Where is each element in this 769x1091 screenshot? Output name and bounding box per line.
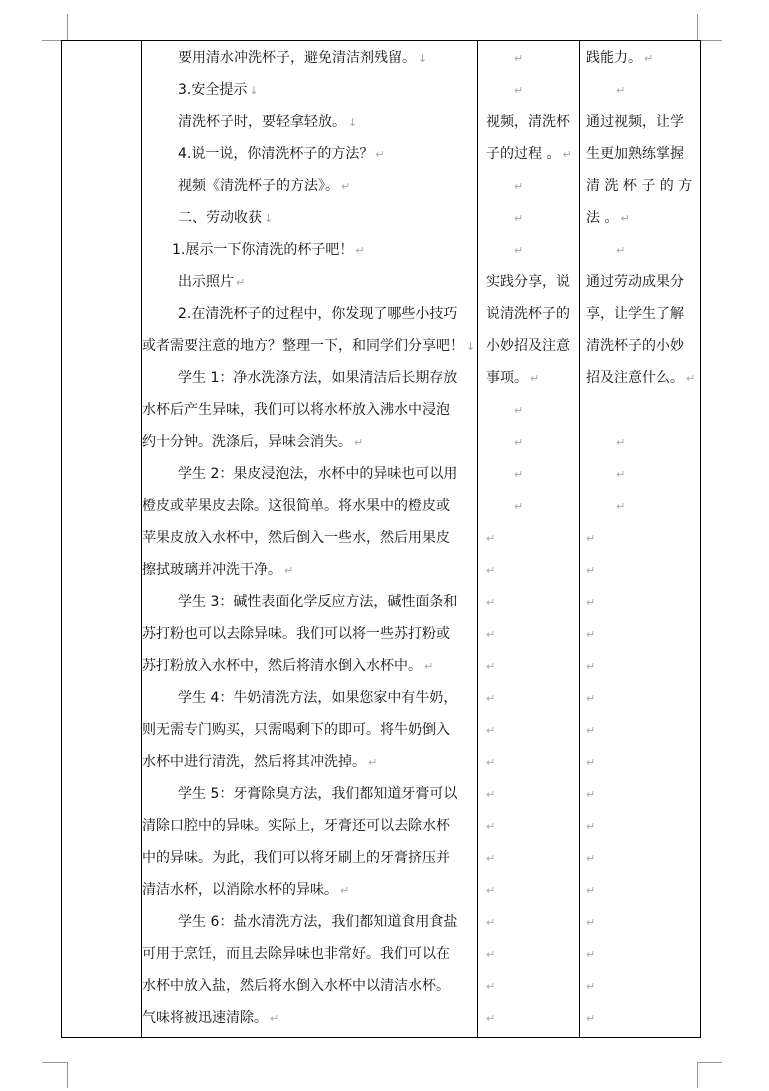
paragraph-text: 小妙招及注意 [486, 338, 570, 354]
content-line [142, 747, 377, 778]
paragraph-mark: ↵ [514, 468, 524, 481]
paragraph-text: 苏打粉也可以去除异味。我们可以将一些苏打粉或 [142, 626, 450, 642]
paragraph-mark: ↵ [586, 980, 596, 993]
paragraph-mark: ↵ [486, 756, 496, 769]
paragraph-mark: ↵ [486, 660, 496, 673]
content-line [142, 939, 450, 970]
content-line [142, 715, 450, 746]
content-line [178, 683, 457, 714]
paragraph-mark: ↵ [486, 564, 496, 577]
content-line [142, 395, 450, 426]
content-line [142, 811, 450, 842]
paragraph-mark: ↵ [270, 1012, 280, 1025]
intent-line [616, 75, 625, 106]
paragraph-mark: ↵ [586, 884, 596, 897]
paragraph-mark: ↵ [486, 948, 496, 961]
paragraph-mark: ↵ [620, 212, 630, 225]
paragraph-mark: ↵ [284, 564, 294, 577]
intent-line [586, 587, 595, 618]
paragraph-text: 学生 3：碱性表面化学反应方法，碱性面条和 [178, 594, 458, 610]
paragraph-mark: ↵ [486, 788, 496, 801]
activity-line [486, 651, 495, 682]
paragraph-mark: ↵ [514, 84, 524, 97]
paragraph-text: 通过劳动成果分 [586, 274, 684, 290]
paragraph-mark: ↵ [686, 372, 696, 385]
paragraph-text: 可用于烹饪，而且去除异味也非常好。我们可以在 [142, 946, 450, 962]
paragraph-text: 视频，清洗杯 [486, 114, 570, 130]
student-activity-column [478, 41, 579, 1037]
paragraph-text: 2.在清洗杯子的过程中，你发现了哪些小技巧 [178, 306, 458, 322]
content-line [142, 1003, 279, 1034]
crop-mark-bottom-left-vertical [67, 1062, 68, 1088]
intent-line [616, 427, 625, 458]
crop-mark-top-left-vertical [67, 14, 68, 40]
intent-line [586, 971, 595, 1002]
paragraph-mark: ↵ [644, 52, 654, 65]
activity-line [486, 619, 495, 650]
paragraph-mark: ↓ [249, 84, 259, 97]
intent-line [586, 555, 595, 586]
design-intent-column [580, 41, 700, 1037]
crop-mark-bottom-left-horizontal [42, 1062, 67, 1063]
paragraph-text: 享，让学生了解 [586, 306, 684, 322]
paragraph-text: 出示照片 [178, 274, 234, 290]
paragraph-text: 清洗杯子时，要轻拿轻放。 [178, 114, 346, 130]
paragraph-mark: ↵ [586, 916, 596, 929]
activity-line [486, 907, 495, 938]
content-line [178, 267, 245, 298]
paragraph-mark: ↵ [616, 244, 626, 257]
paragraph-mark: ↵ [562, 148, 572, 161]
activity-line [486, 843, 495, 874]
paragraph-text: 清 洗 杯 子 的 方 [586, 178, 693, 194]
paragraph-mark: ↵ [586, 852, 596, 865]
teaching-content-column [142, 41, 477, 1037]
paragraph-mark: ↵ [586, 788, 596, 801]
activity-line [514, 171, 523, 202]
paragraph-mark: ↵ [486, 692, 496, 705]
paragraph-text: 学生 2：果皮浸泡法，水杯中的异味也可以用 [178, 466, 458, 482]
activity-line [486, 971, 495, 1002]
intent-line [586, 683, 595, 714]
intent-line [586, 523, 595, 554]
activity-line [486, 587, 495, 618]
intent-line [586, 107, 684, 138]
intent-line [616, 491, 625, 522]
paragraph-text: 清洁水杯，以消除水杯的异味。 [142, 882, 338, 898]
intent-line [586, 747, 595, 778]
content-line [178, 43, 427, 74]
intent-line [586, 203, 630, 234]
content-line [178, 907, 457, 938]
content-line [178, 459, 457, 490]
paragraph-text: 事项。 [486, 370, 528, 386]
paragraph-mark: ↵ [586, 532, 596, 545]
stage-column [62, 41, 141, 1037]
paragraph-text: 学生 6：盐水清洗方法，我们都知道食用食盐 [178, 914, 458, 930]
intent-line [586, 939, 595, 970]
paragraph-mark: ↵ [355, 244, 365, 257]
activity-line [514, 427, 523, 458]
paragraph-text: 二、劳动收获 [178, 210, 262, 226]
paragraph-text: 学生 5：牙膏除臭方法，我们都知道牙膏可以 [178, 786, 458, 802]
paragraph-text: 子的过程 。 [486, 146, 561, 162]
paragraph-text: 或者需要注意的地方？整理一下，和同学们分享吧！ [142, 338, 464, 354]
paragraph-mark: ↵ [486, 820, 496, 833]
paragraph-text: 水杯后产生异味，我们可以将水杯放入沸水中浸泡 [142, 402, 450, 418]
paragraph-text: 水杯中放入盐，然后将水倒入水杯中以清洁水杯。 [142, 978, 450, 994]
activity-line [514, 395, 523, 426]
paragraph-text: 则无需专门购买，只需喝剩下的即可。将牛奶倒入 [142, 722, 450, 738]
intent-line [586, 651, 595, 682]
paragraph-text: 招及注意什么。 [586, 370, 684, 386]
paragraph-text: 要用清水冲洗杯子，避免清洁剂残留。 [178, 50, 416, 66]
intent-line [586, 875, 595, 906]
activity-line [486, 939, 495, 970]
paragraph-text: 说清洗杯子的 [486, 306, 570, 322]
content-line [142, 971, 450, 1002]
paragraph-mark: ↵ [514, 212, 524, 225]
paragraph-mark: ↵ [586, 820, 596, 833]
paragraph-text: 清除口腔中的异味。实际上，牙膏还可以去除水杯 [142, 818, 450, 834]
paragraph-mark: ↵ [514, 500, 524, 513]
activity-line [514, 75, 523, 106]
paragraph-mark: ↓ [348, 116, 358, 129]
intent-line [586, 171, 692, 202]
activity-line [486, 1003, 495, 1034]
activity-line [486, 779, 495, 810]
content-line [142, 331, 475, 362]
paragraph-text: 实践分享，说 [486, 274, 570, 290]
paragraph-text: 学生 4：牛奶清洗方法，如果您家中有牛奶， [178, 690, 458, 706]
paragraph-text: 气味将被迅速清除。 [142, 1010, 268, 1026]
paragraph-mark: ↵ [486, 916, 496, 929]
paragraph-mark: ↵ [486, 1012, 496, 1025]
paragraph-mark: ↵ [486, 980, 496, 993]
activity-line [486, 555, 495, 586]
lesson-plan-table [61, 40, 701, 1038]
paragraph-mark: ↵ [514, 436, 524, 449]
paragraph-mark: ↵ [586, 692, 596, 705]
paragraph-mark: ↵ [514, 404, 524, 417]
intent-line [586, 139, 684, 170]
paragraph-text: 4.说一说，你清洗杯子的方法？ [178, 146, 374, 162]
activity-line [486, 267, 570, 298]
paragraph-mark: ↵ [586, 564, 596, 577]
paragraph-mark: ↵ [375, 148, 385, 161]
paragraph-mark: ↵ [586, 724, 596, 737]
paragraph-mark: ↵ [368, 756, 378, 769]
content-line [178, 363, 457, 394]
paragraph-mark: ↵ [354, 436, 364, 449]
activity-line [514, 459, 523, 490]
activity-line [486, 715, 495, 746]
activity-line [486, 299, 570, 330]
paragraph-text: 清洗杯子的小妙 [586, 338, 684, 354]
content-line [142, 875, 349, 906]
paragraph-text: 约十分钟。洗涤后，异味会消失。 [142, 434, 352, 450]
paragraph-mark: ↵ [486, 724, 496, 737]
activity-line [486, 331, 570, 362]
content-line [178, 779, 457, 810]
paragraph-mark: ↵ [486, 596, 496, 609]
paragraph-mark: ↵ [236, 276, 246, 289]
paragraph-mark: ↵ [424, 660, 434, 673]
paragraph-mark: ↓ [466, 340, 476, 353]
paragraph-mark: ↵ [616, 84, 626, 97]
activity-line [514, 235, 523, 266]
intent-line [586, 331, 684, 362]
activity-line [514, 203, 523, 234]
paragraph-text: 视频《清洗杯子的方法》。 [178, 178, 339, 194]
content-line [142, 843, 450, 874]
paragraph-mark: ↵ [586, 660, 596, 673]
content-line [178, 107, 357, 138]
paragraph-mark: ↓ [418, 52, 428, 65]
paragraph-mark: ↵ [514, 52, 524, 65]
paragraph-mark: ↵ [586, 628, 596, 641]
paragraph-text: 1.展示一下你清洗的杯子吧！ [172, 242, 354, 258]
paragraph-text: 中的异味。为此，我们可以将牙刷上的牙膏挤压并 [142, 850, 450, 866]
paragraph-text: 学生 1：净水洗涤方法，如果清洁后长期存放 [178, 370, 458, 386]
paragraph-mark: ↵ [586, 1012, 596, 1025]
content-line [178, 75, 259, 106]
paragraph-mark: ↵ [514, 180, 524, 193]
paragraph-text: 苏打粉放入水杯中，然后将清水倒入水杯中。 [142, 658, 422, 674]
intent-line [616, 459, 625, 490]
crop-mark-bottom-right-horizontal [697, 1062, 722, 1063]
content-line [142, 427, 363, 458]
crop-mark-top-right-vertical [697, 14, 698, 40]
activity-line [486, 139, 572, 170]
activity-line [486, 107, 570, 138]
content-line [178, 139, 385, 170]
crop-mark-bottom-right-vertical [697, 1062, 698, 1088]
paragraph-mark: ↵ [486, 852, 496, 865]
intent-line [586, 843, 595, 874]
activity-line [486, 747, 495, 778]
intent-line [586, 1003, 595, 1034]
paragraph-mark: ↵ [616, 468, 626, 481]
content-line [172, 235, 365, 266]
activity-line [486, 523, 495, 554]
paragraph-text: 3.安全提示 [178, 82, 248, 98]
activity-line [486, 683, 495, 714]
content-line [142, 491, 450, 522]
activity-line [486, 363, 539, 394]
paragraph-mark: ↵ [586, 596, 596, 609]
paragraph-text: 生更加熟练掌握 [586, 146, 684, 162]
content-line [178, 587, 457, 618]
content-line [178, 299, 457, 330]
intent-line [586, 907, 595, 938]
paragraph-mark: ↵ [486, 532, 496, 545]
intent-line [586, 715, 595, 746]
paragraph-text: 擦拭玻璃并冲洗干净。 [142, 562, 282, 578]
intent-line [586, 267, 684, 298]
content-line [142, 523, 450, 554]
content-line [142, 619, 450, 650]
paragraph-mark: ↵ [340, 884, 350, 897]
paragraph-text: 橙皮或苹果皮去除。这很简单。将水果中的橙皮或 [142, 498, 450, 514]
activity-line [514, 43, 523, 74]
intent-line [586, 619, 595, 650]
paragraph-text: 通过视频，让学 [586, 114, 684, 130]
intent-line [616, 235, 625, 266]
content-line [142, 651, 433, 682]
intent-line [586, 43, 653, 74]
paragraph-mark: ↵ [514, 244, 524, 257]
content-line [142, 555, 293, 586]
paragraph-mark: ↵ [530, 372, 540, 385]
paragraph-text: 水杯中进行清洗，然后将其冲洗掉。 [142, 754, 366, 770]
content-line [178, 203, 273, 234]
activity-line [486, 811, 495, 842]
paragraph-mark: ↵ [341, 180, 351, 193]
activity-line [486, 875, 495, 906]
intent-line [586, 363, 695, 394]
paragraph-mark: ↵ [616, 436, 626, 449]
content-line [178, 171, 350, 202]
paragraph-mark: ↵ [586, 756, 596, 769]
paragraph-text: 践能力。 [586, 50, 642, 66]
intent-line [586, 811, 595, 842]
activity-line [514, 491, 523, 522]
intent-line [586, 299, 684, 330]
paragraph-mark: ↓ [264, 212, 274, 225]
paragraph-mark: ↵ [586, 948, 596, 961]
paragraph-mark: ↵ [486, 884, 496, 897]
intent-line [586, 779, 595, 810]
paragraph-text: 苹果皮放入水杯中，然后倒入一些水，然后用果皮 [142, 530, 450, 546]
paragraph-text: 法 。 [586, 210, 619, 226]
paragraph-mark: ↵ [486, 628, 496, 641]
paragraph-mark: ↵ [616, 500, 626, 513]
